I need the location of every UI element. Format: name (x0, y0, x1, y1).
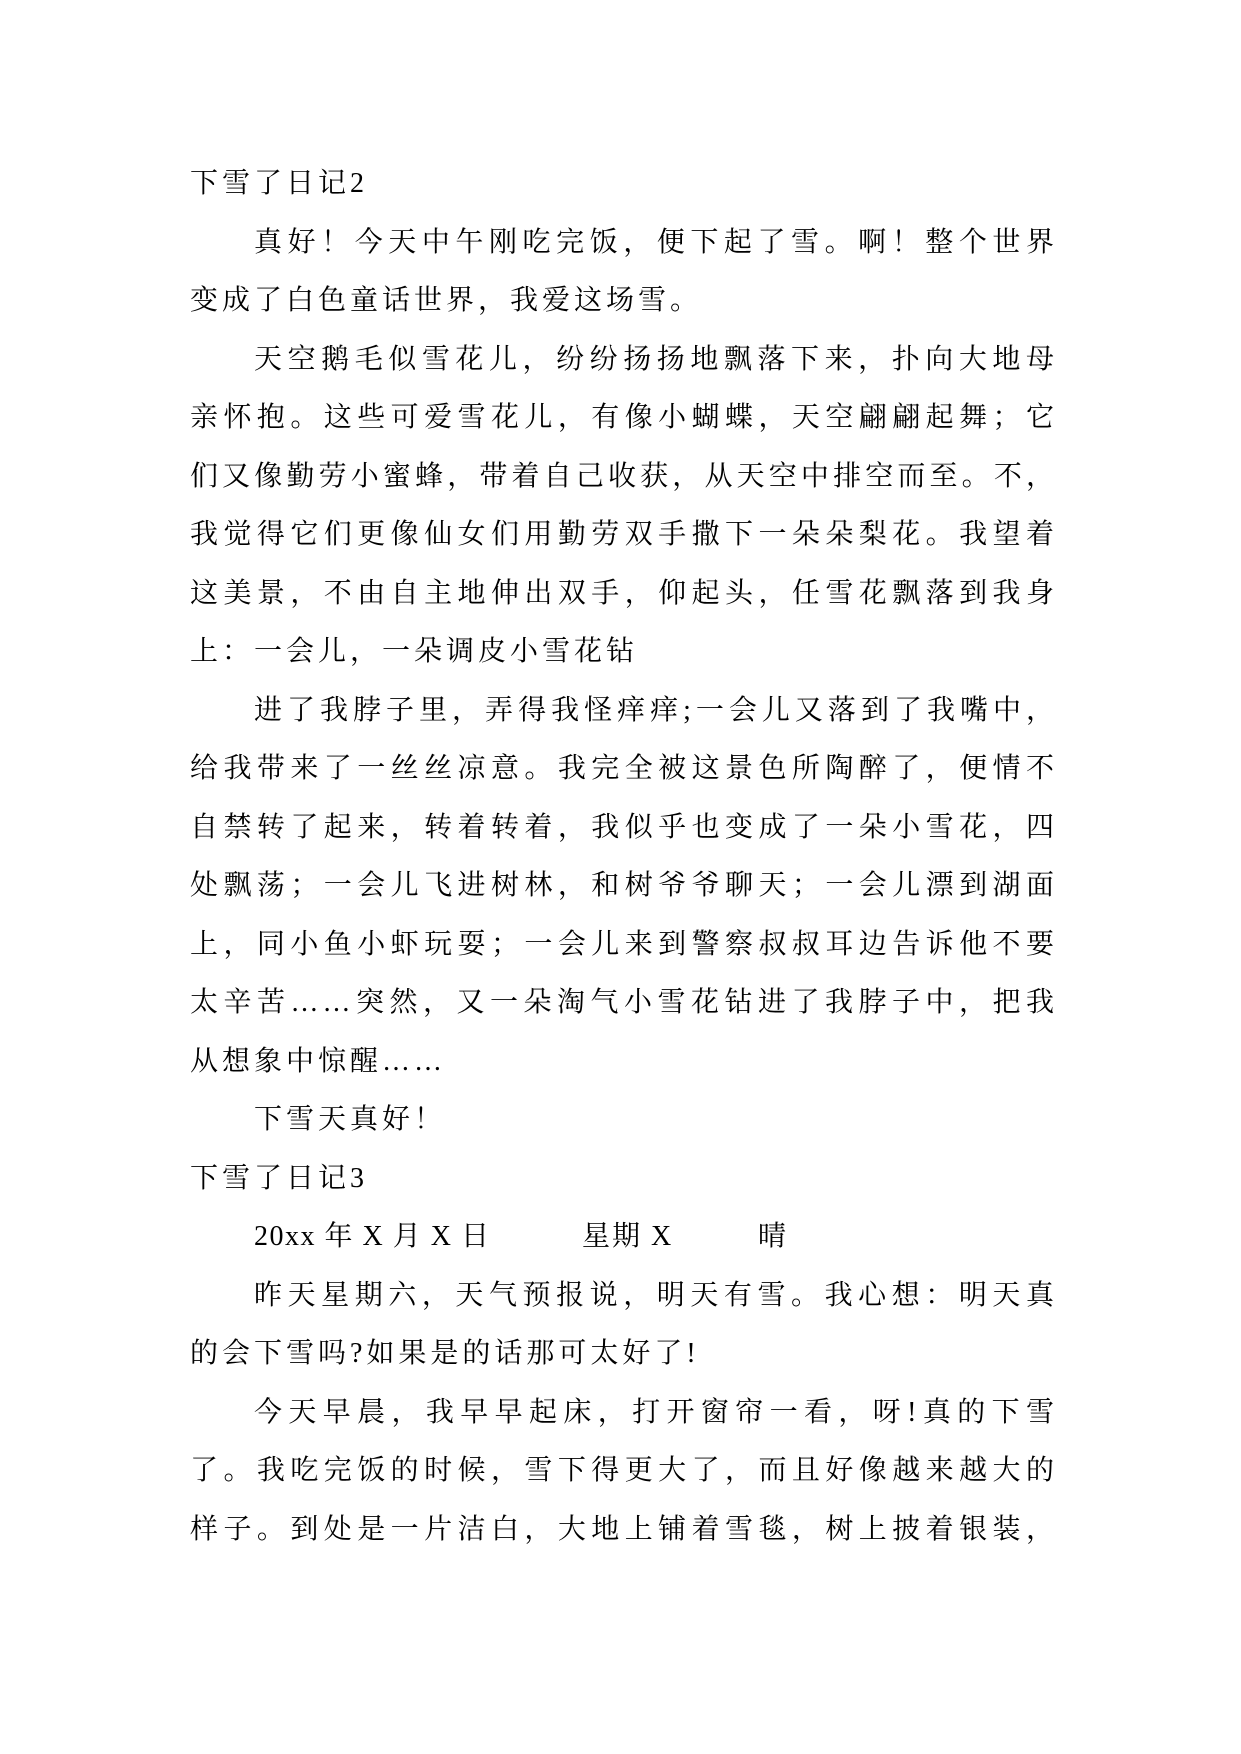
diary-date-line (190, 1208, 1058, 1267)
diary-weather: 晴 (758, 1221, 791, 1252)
diary-entry-3 (190, 1150, 1058, 1560)
diary-entry-2 (190, 155, 1058, 1150)
paragraph-line: 真好！今天中午刚吃完饭，便下起了雪。啊！整个世界 (254, 226, 1058, 258)
paragraph-line: 变成了白色童话世界，我爱这场雪。 (190, 285, 703, 316)
diary-title: 下雪了日记3 (190, 1162, 369, 1194)
paragraph-line: 太辛苦……突然，又一朵淘气小雪花钻进了我脖子中，把我 (190, 987, 1058, 1018)
paragraph-line: 昨天星期六，天气预报说，明天有雪。我心想：明天真 (254, 1279, 1058, 1311)
diary-date: 20xx 年 X 月 X 日 (254, 1221, 491, 1252)
paragraph-line: 上，同小鱼小虾玩耍；一会儿来到警察叔叔耳边告诉他不要 (190, 928, 1058, 960)
paragraph-line: 从想象中惊醒…… (190, 1045, 447, 1077)
paragraph (190, 1267, 1058, 1384)
paragraph-line: 给我带来了一丝丝凉意。我完全被这景色所陶醉了，便情不 (190, 753, 1058, 784)
paragraph (190, 1384, 1058, 1560)
paragraph (190, 1091, 1058, 1150)
paragraph (190, 682, 1058, 1092)
paragraph (190, 214, 1058, 331)
paragraph-line: 亲怀抱。这些可爱雪花儿，有像小蝴蝶，天空翩翩起舞；它 (190, 402, 1058, 433)
paragraph-line: 上：一会儿，一朵调皮小雪花钻 (190, 636, 639, 667)
paragraph-line: 进了我脖子里，弄得我怪痒痒;一会儿又落到了我嘴中， (254, 694, 1058, 726)
document-body (190, 155, 1058, 1559)
paragraph-line: 今天早晨，我早早起床，打开窗帘一看，呀!真的下雪 (254, 1396, 1058, 1428)
paragraph-line: 了。我吃完饭的时候，雪下得更大了，而且好像越来越大的 (190, 1455, 1058, 1486)
paragraph-line: 样子。到处是一片洁白，大地上铺着雪毯，树上披着银装， (190, 1513, 1058, 1545)
diary-weekday: 星期 X (582, 1221, 674, 1252)
paragraph-line: 处飘荡；一会儿飞进树林，和树爷爷聊天；一会儿漂到湖面 (190, 870, 1058, 901)
paragraph (190, 331, 1058, 682)
paragraph-line: 自禁转了起来，转着转着，我似乎也变成了一朵小雪花，四 (190, 811, 1058, 843)
diary-title: 下雪了日记2 (190, 168, 369, 199)
paragraph-line: 下雪天真好！ (254, 1104, 447, 1135)
paragraph-line: 们又像勤劳小蜜蜂，带着自己收获，从天空中排空而至。不， (190, 460, 1058, 492)
paragraph-line: 天空鹅毛似雪花儿，纷纷扬扬地飘落下来，扑向大地母 (254, 343, 1058, 375)
paragraph-line: 的会下雪吗?如果是的话那可太好了! (190, 1338, 700, 1369)
paragraph-line: 我觉得它们更像仙女们用勤劳双手撒下一朵朵梨花。我望着 (190, 519, 1058, 550)
paragraph-line: 这美景，不由自主地伸出双手，仰起头，任雪花飘落到我身 (190, 577, 1058, 609)
